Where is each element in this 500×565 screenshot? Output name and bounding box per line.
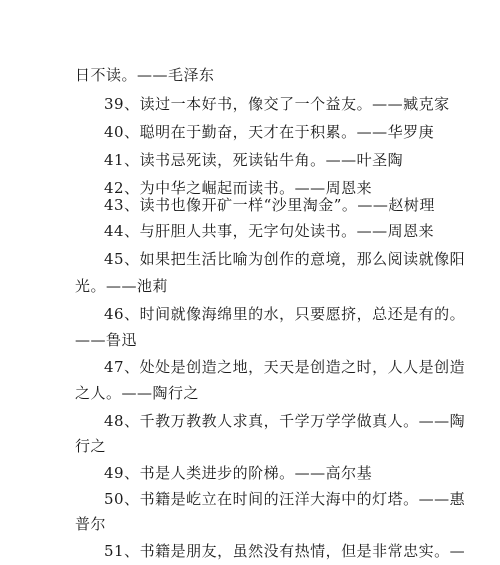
quote-50-cont: 普尔 (75, 515, 107, 533)
quote-46: 46、时间就像海绵里的水，只要愿挤，总还是有的。 (104, 305, 466, 323)
quote-44: 44、与肝胆人共事，无字句处读书。——周恩来 (104, 222, 435, 240)
quote-42: 42、为中华之崛起而读书。——周恩来 (104, 179, 373, 197)
quote-46-cont: ——鲁迅 (75, 331, 138, 349)
quote-48: 48、千教万教教人求真，千学万学学做真人。——陶 (104, 412, 466, 430)
quote-51: 51、书籍是朋友，虽然没有热情，但是非常忠实。— (104, 542, 466, 560)
quote-41: 41、读书忌死读，死读钻牛角。——叶圣陶 (104, 151, 404, 169)
quote-48-cont: 行之 (75, 437, 107, 455)
quote-47-cont: 之人。——陶行之 (75, 384, 200, 402)
quote-50: 50、书籍是屹立在时间的汪洋大海中的灯塔。——惠 (104, 490, 466, 508)
quote-49: 49、书是人类进步的阶梯。——高尔基 (104, 464, 373, 482)
quote-40: 40、聪明在于勤奋，天才在于积累。——华罗庚 (104, 123, 435, 141)
quote-43: 43、读书也像开矿一样“沙里淘金”。——赵树理 (104, 196, 435, 214)
quote-45: 45、如果把生活比喻为创作的意境，那么阅读就像阳 (104, 250, 466, 268)
quote-45-cont: 光。——池莉 (75, 277, 169, 295)
text-line: 日不读。——毛泽东 (75, 66, 215, 84)
quote-39: 39、读过一本好书，像交了一个益友。——臧克家 (104, 95, 450, 113)
quote-47: 47、处处是创造之地，天天是创造之时，人人是创造 (104, 358, 466, 376)
